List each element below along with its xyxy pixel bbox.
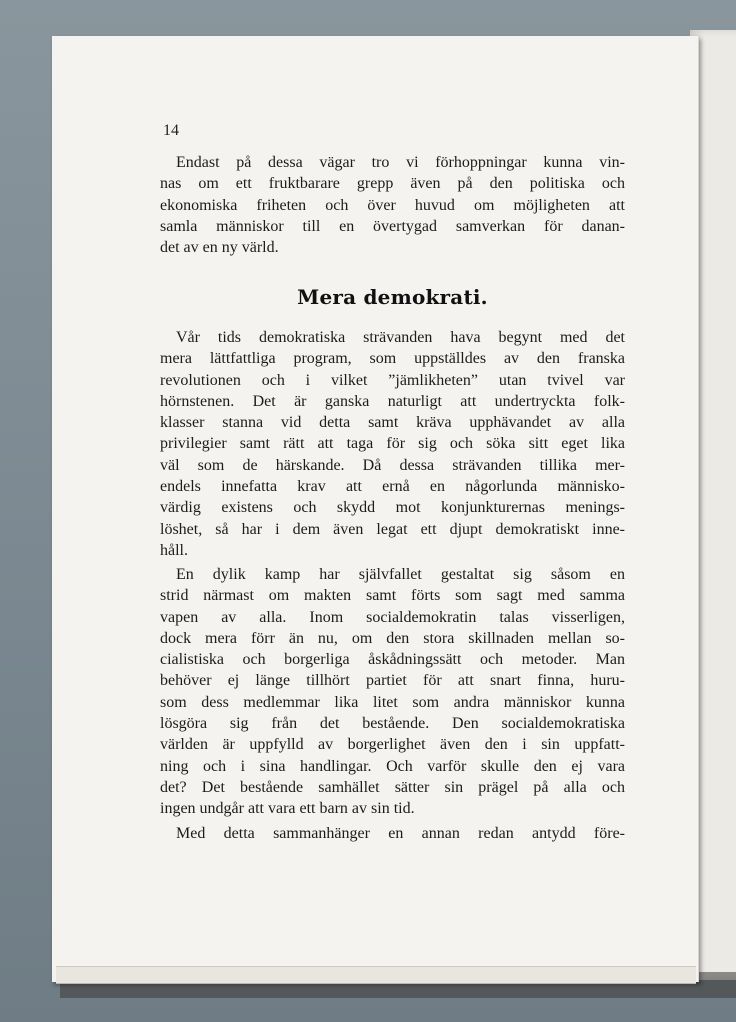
text-line: håll. — [160, 541, 188, 559]
text-line: samla människor till en övertygad samverkan för danan- — [160, 217, 625, 235]
text-line: hörnstenen. Det är ganska naturligt att undertryckta folk- — [160, 392, 625, 410]
text-line: det av en ny värld. — [160, 239, 279, 257]
text-line: vapen av alla. Inom socialdemokratin talas visserligen, — [160, 608, 625, 626]
text-line: revolutionen och i vilket ”jämlikheten” utan tvivel var — [160, 371, 625, 389]
text-line: världen är uppfylld av borgerlighet även den i sin uppfatt- — [160, 736, 625, 754]
text-line: Endast på dessa vägar tro vi förhoppningar kunna vin- — [176, 154, 625, 171]
text-line: mera lättfattliga program, som uppställdes av den franska — [160, 350, 625, 368]
page-number: 14 — [163, 122, 179, 139]
text-line: En dylik kamp har självfallet gestaltat sig såsom en — [176, 566, 625, 583]
paragraph-1 — [160, 152, 625, 258]
text-line: cialistiska och borgerliga åskådningssätt och metoder. Man — [160, 651, 625, 669]
text-line: lösgöra sig från det bestående. Den socialdemokratiska — [160, 715, 625, 733]
section-heading: Mera demokrati. — [297, 285, 488, 309]
text-line: ning och i sina handlingar. Och varför skulle den ej vara — [160, 757, 625, 775]
text-line: klasser stanna vid detta samt kräva upphävandet av alla — [160, 414, 625, 432]
text-line: nas om ett fruktbarare grepp även på den politiska och — [160, 175, 625, 193]
text-line: privilegier samt rätt att taga för sig och söka sitt eget lika — [160, 435, 625, 453]
text-line: väl som de härskande. Då dessa strävanden tillika mer- — [160, 456, 625, 474]
paragraph-3 — [160, 564, 625, 820]
text-line: Vår tids demokratiska strävanden hava begynt med det — [176, 329, 625, 346]
text-line: Med detta sammanhänger en annan redan antydd före- — [176, 825, 625, 842]
page-bottom-edge — [56, 966, 696, 984]
text-line: behöver ej länge tillhört partiet för att snart finna, huru- — [160, 672, 625, 690]
text-line: endels innefatta krav att ernå en någorlunda människo- — [160, 478, 625, 496]
text-line: strid närmast om makten samt förts som sagt med samma — [160, 587, 625, 605]
text-line: som dess medlemmar lika litet som andra människor kunna — [160, 693, 625, 711]
paragraph-2 — [160, 327, 625, 561]
text-line: det? Det bestående samhället sätter sin prägel på alla och — [160, 778, 625, 796]
text-line: dock mera förr än nu, om den stora skillnaden mellan so- — [160, 629, 625, 647]
text-line: ekonomiska friheten och över huvud om möjligheten att — [160, 196, 625, 214]
text-line: ingen undgår att vara ett barn av sin tid. — [160, 800, 415, 818]
text-line: värdig existens och skydd mot konjunkturernas menings- — [160, 499, 625, 517]
text-line: löshet, så har i dem även legat ett djupt demokratiskt inne- — [160, 520, 625, 538]
paragraph-4 — [160, 823, 625, 844]
